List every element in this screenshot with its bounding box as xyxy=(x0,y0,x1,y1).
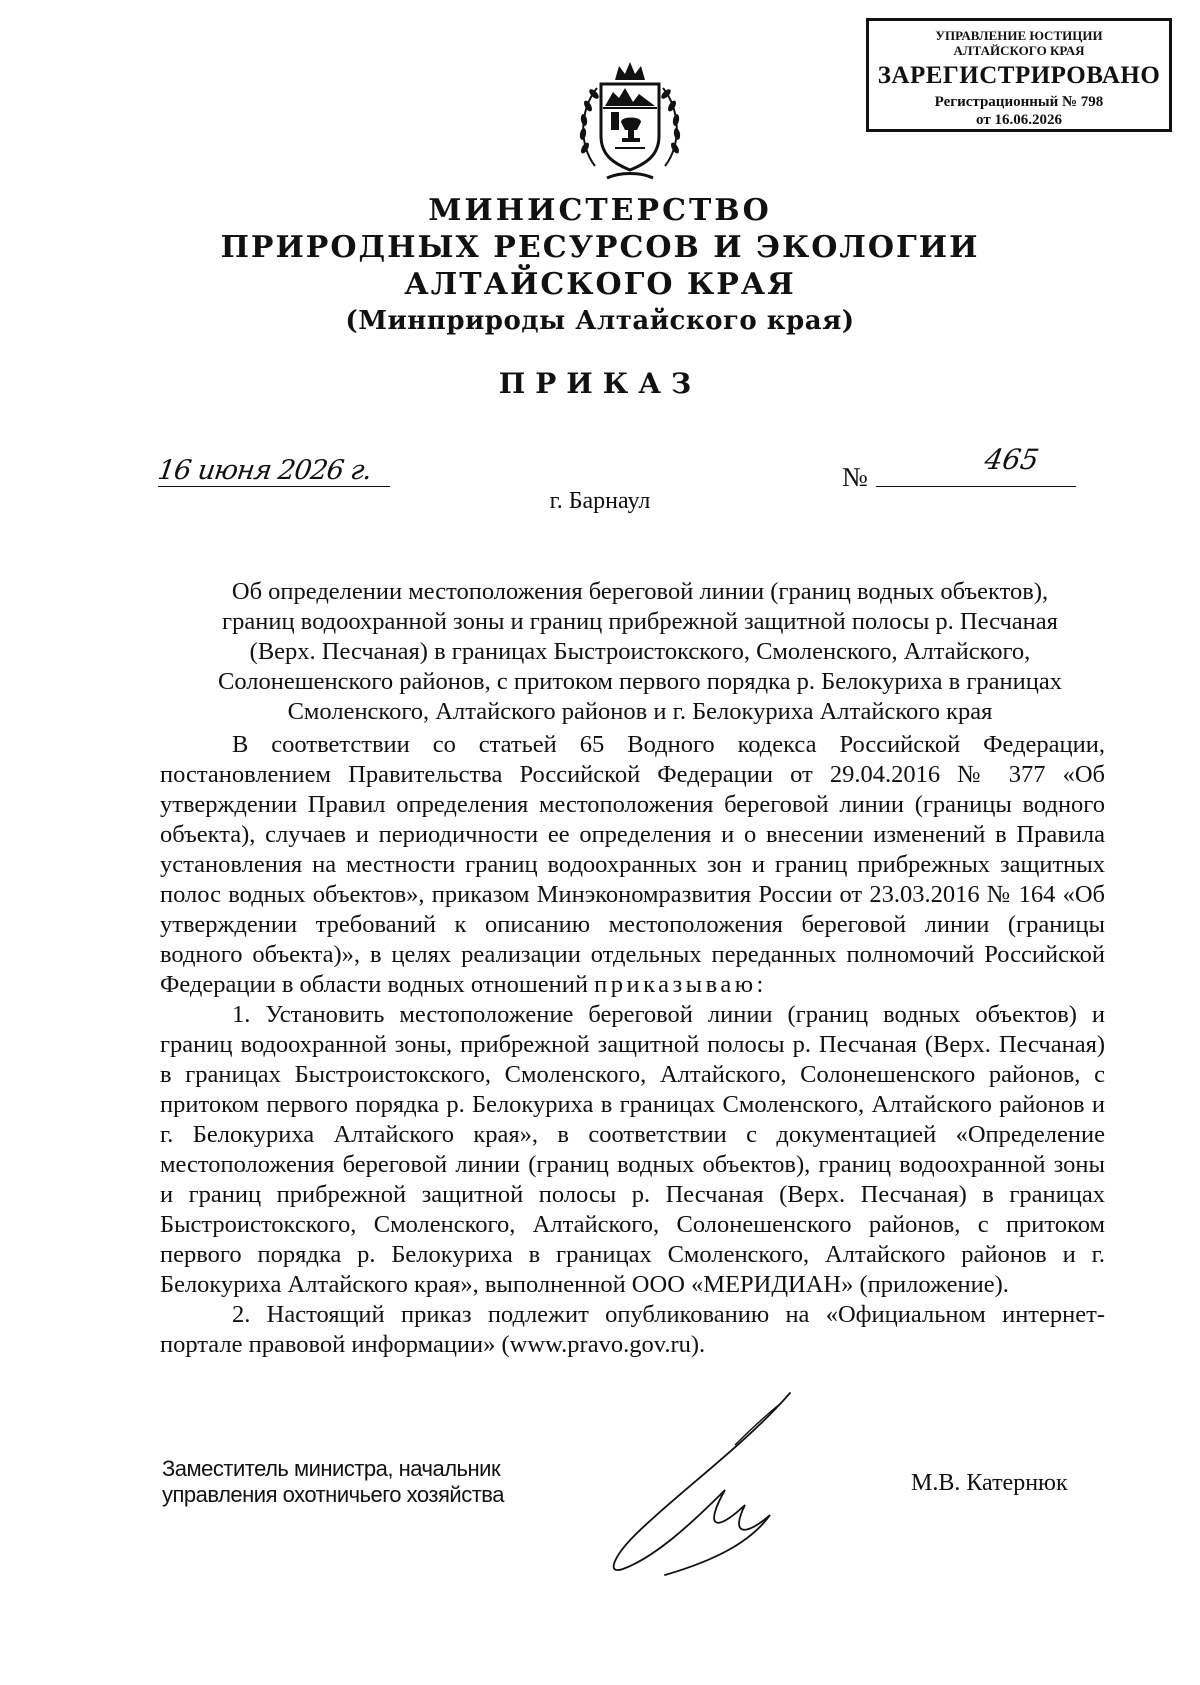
handwritten-signature-icon xyxy=(595,1385,815,1585)
coat-of-arms-icon xyxy=(575,58,685,186)
signatory-position-line-1: Заместитель министра, начальник xyxy=(162,1456,501,1481)
org-short-name: (Минприроды Алтайского края) xyxy=(345,306,855,336)
stamp-reg-number: Регистрационный № 798 xyxy=(934,94,1104,110)
org-name-line-2: ПРИРОДНЫХ РЕСУРСОВ И ЭКОЛОГИИ xyxy=(220,230,980,265)
order-word: приказываю: xyxy=(594,971,767,998)
document-title xyxy=(170,577,1110,727)
stamp-line-1: УПРАВЛЕНИЕ ЮСТИЦИИ xyxy=(935,28,1103,43)
stamp-line-2: АЛТАЙСКОГО КРАЯ xyxy=(953,43,1085,58)
body-paragraph-preamble xyxy=(160,730,1105,1000)
title-line: Смоленского, Алтайского районов и г. Белокуриха Алтайского края xyxy=(287,698,993,725)
preamble-text: В соответствии со статьей 65 Водного кодекса Российской Федерации, постановлением Правительства Российской Федерации от 29.04.2016 № 377 «Об утверждении Правил определения местоположения береговой линии (границы водного объекта), случаев и периодичности ее определения и о внесении изменений в Правила установления на местности границ водоохранных зон и границ прибрежных защитных полос водных объектов», приказом Минэкономразвития России от 23.03.2016 № 164 «Об утверждении требований к описанию местоположения береговой линии (границы водного объекта)», в целях реализации отдельных переданных полномочий Российской Федерации в области водных отношений xyxy=(160,731,1105,998)
city: г. Барнаул xyxy=(549,488,651,514)
stamp-reg-date: от 16.06.2026 xyxy=(976,112,1062,128)
number-label: № xyxy=(842,462,868,492)
document-body xyxy=(160,730,1105,1360)
stamp-status: ЗАРЕГИСТРИРОВАНО xyxy=(877,62,1161,89)
body-paragraph-item-2: 2. Настоящий приказ подлежит опубликованию на «Официальном интернет-портале правовой информации» (www.pravo.gov.ru). xyxy=(160,1301,1105,1358)
number-underline xyxy=(876,486,1076,487)
title-line: (Верх. Песчаная) в границах Быстроистокского, Смоленского, Алтайского, xyxy=(249,638,1031,665)
title-line: Солонешенского районов, с притоком первого порядка р. Белокуриха в границах xyxy=(218,668,1062,695)
org-name-line-1: МИНИСТЕРСТВО xyxy=(428,193,772,228)
title-line: границ водоохранной зоны и границ прибрежной защитной полосы р. Песчаная xyxy=(222,608,1058,635)
handwritten-date: 16 июня 2026 г. xyxy=(155,455,374,486)
registration-stamp xyxy=(866,18,1172,132)
signatory-position-line-2: управления охотничьего хозяйства xyxy=(162,1482,504,1507)
org-name-line-3: АЛТАЙСКОГО КРАЯ xyxy=(404,267,796,302)
document-type: ПРИКАЗ xyxy=(498,367,702,400)
signatory-name: М.В. Катернюк xyxy=(911,1470,1068,1496)
handwritten-number: 465 xyxy=(982,443,1042,476)
title-line: Об определении местоположения береговой линии (границ водных объектов), xyxy=(231,578,1049,605)
date-underline xyxy=(158,486,390,487)
body-paragraph-item-1: 1. Установить местоположение береговой линии (границ водных объектов) и границ водоохранной зоны, прибрежной защитной полосы р. Песчаная (Верх. Песчаная) в границах Быстроистокского, Смоленского, Алтайского, Солонешенского районов, с притоком первого порядка р. Белокуриха в границах Смоленского, Алтайского районов и г. Белокуриха Алтайского края», в соответствии с документацией «Определение местоположения береговой линии (границ водных объектов), границ водоохранной зоны и границ прибрежной защитной полосы р. Песчаная (Верх. Песчаная) в границах Быстроистокского, Смоленского, Алтайского, Солонешенского районов, с притоком первого порядка р. Белокуриха в границах Смоленского, Алтайского районов и г. Белокуриха Алтайского края», выполненной ООО «МЕРИДИАН» (приложение). xyxy=(160,1001,1105,1298)
signatory-position xyxy=(162,1456,504,1508)
